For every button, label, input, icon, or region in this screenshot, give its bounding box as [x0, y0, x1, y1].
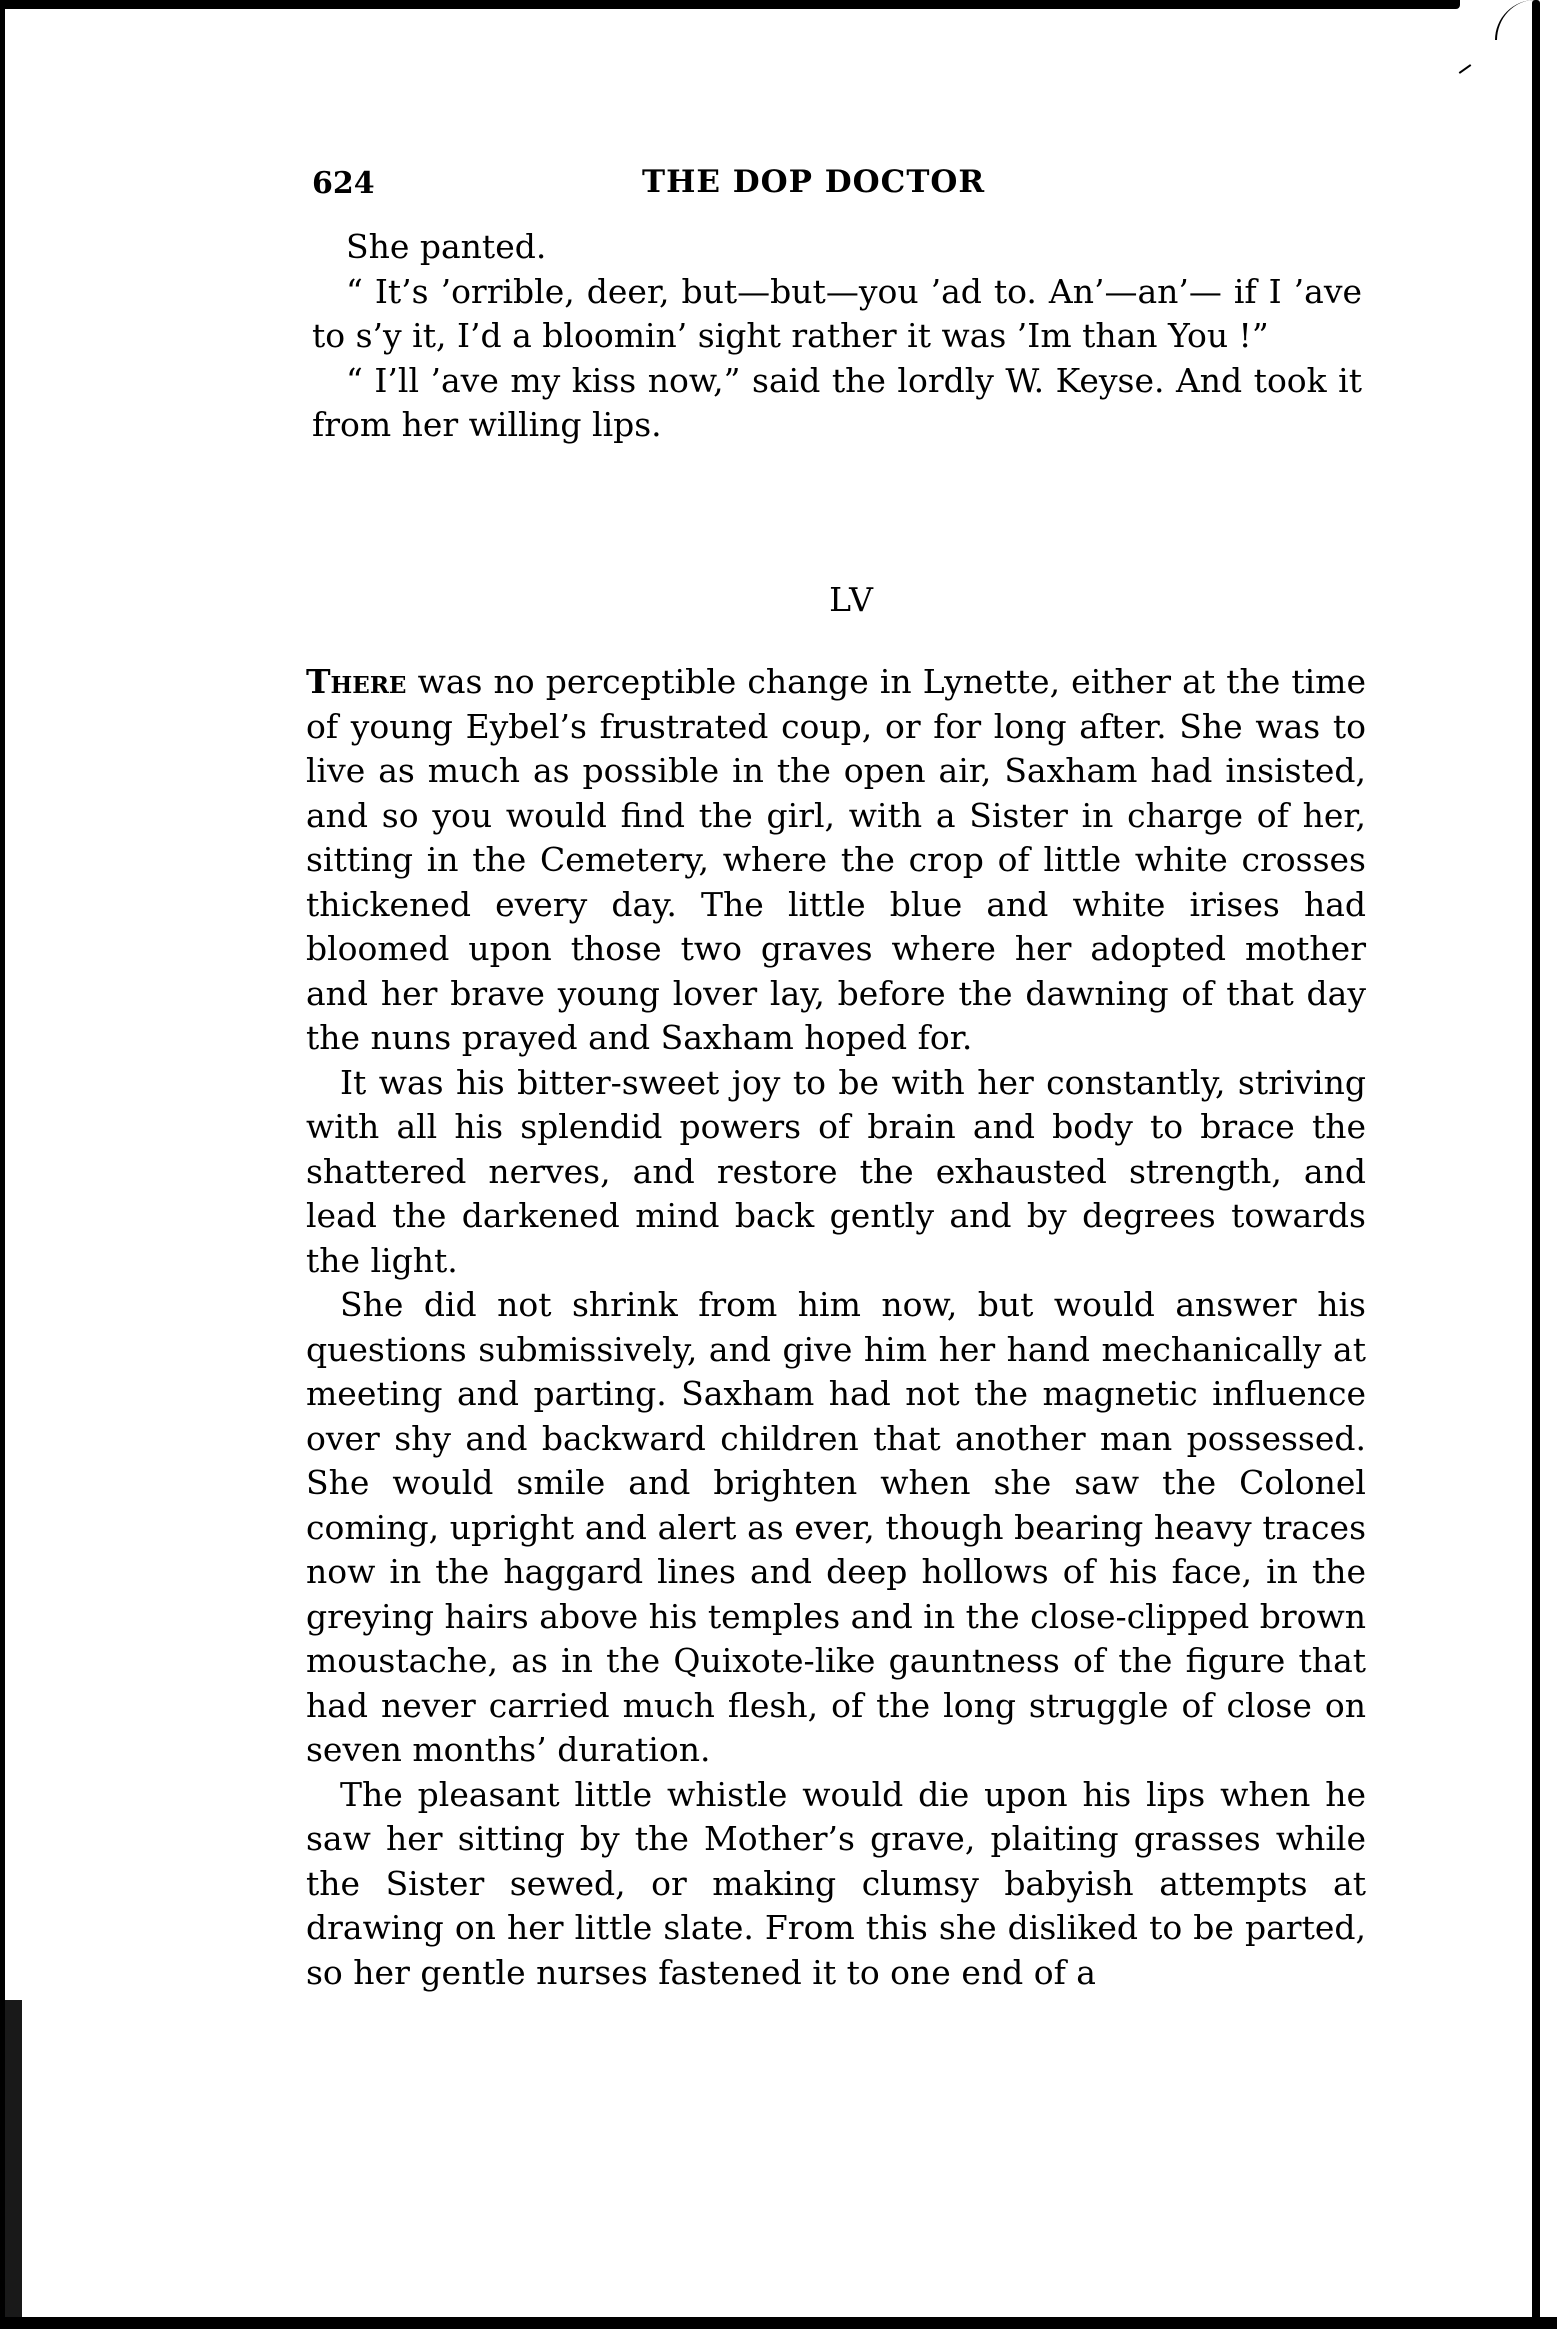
paragraph: “ It’s ’orrible, deer, but—but—you ’ad to. An’—an’— if I ’ave to s’y it, I’d a bloomin’ sight rather it was ’Im than You !” [312, 271, 1362, 355]
paragraph: She panted. [346, 227, 547, 266]
chapter-body [306, 660, 1366, 1995]
scan-edge-left [0, 0, 5, 2329]
scan-edge-bottom [0, 2317, 1557, 2329]
previous-chapter-ending [312, 225, 1362, 448]
running-head [312, 150, 1392, 210]
paragraph: The pleasant little whistle would die upon his lips when he saw her sitting by the Mother’s grave, plaiting grasses while the Sister sewed, or making clumsy babyish attempts at drawing on her little slate. From this she disliked to be parted, so her gentle nurses fastened it to one end of a [306, 1774, 1366, 1992]
opening-word: There [306, 662, 407, 701]
chapter-heading: LV [829, 580, 875, 619]
binding-edge-right [1532, 0, 1540, 2320]
scan-edge-left-shadow [0, 2000, 22, 2329]
paragraph: “ I’ll ’ave my kiss now,” said the lordly W. Keyse. And took it from her willing lips. [312, 360, 1362, 444]
page-curl-mark [1495, 0, 1537, 40]
book-page [306, 150, 1392, 1992]
paragraph: It was his bitter-sweet joy to be with her constantly, striving with all his splendid powers of brain and body to brace the shattered nerves, and restore the exhausted strength, and lead the darkened mind back gently and by degrees towards the light. [306, 1062, 1366, 1280]
scan-speck [1459, 64, 1472, 74]
opening-paragraph [306, 660, 1366, 1061]
page-number: 624 [312, 166, 375, 201]
scan-edge-top [0, 0, 1460, 9]
paragraph: She did not shrink from him now, but would answer his questions submissively, and give him her hand mechanically at meeting and parting. Saxham had not the magnetic influence over shy and backward children that another man possessed. She would smile and brighten when she saw the Colonel coming, upright and alert as ever, though bearing heavy traces now in the haggard lines and deep hollows of his face, in the greying hairs above his temples and in the close-clipped brown moustache, as in the Quixote-like gauntness of the figure that had never carried much flesh, of the long struggle of close on seven months’ duration. [306, 1285, 1366, 1769]
opening-text: was no perceptible change in Lynette, either at the time of young Eybel’s frustrated coup, or for long after. She was to live as much as possible in the open air, Saxham had insisted, and so you would find the girl, with a Sister in charge of her, sitting in the Cemetery, where the crop of little white crosses thickened every day. The little blue and white irises had bloomed upon those two graves where her adopted mother and her brave young lover lay, before the dawning of that day the nuns prayed and Saxham hoped for. [306, 662, 1366, 1057]
running-title: THE DOP DOCTOR [642, 164, 986, 200]
